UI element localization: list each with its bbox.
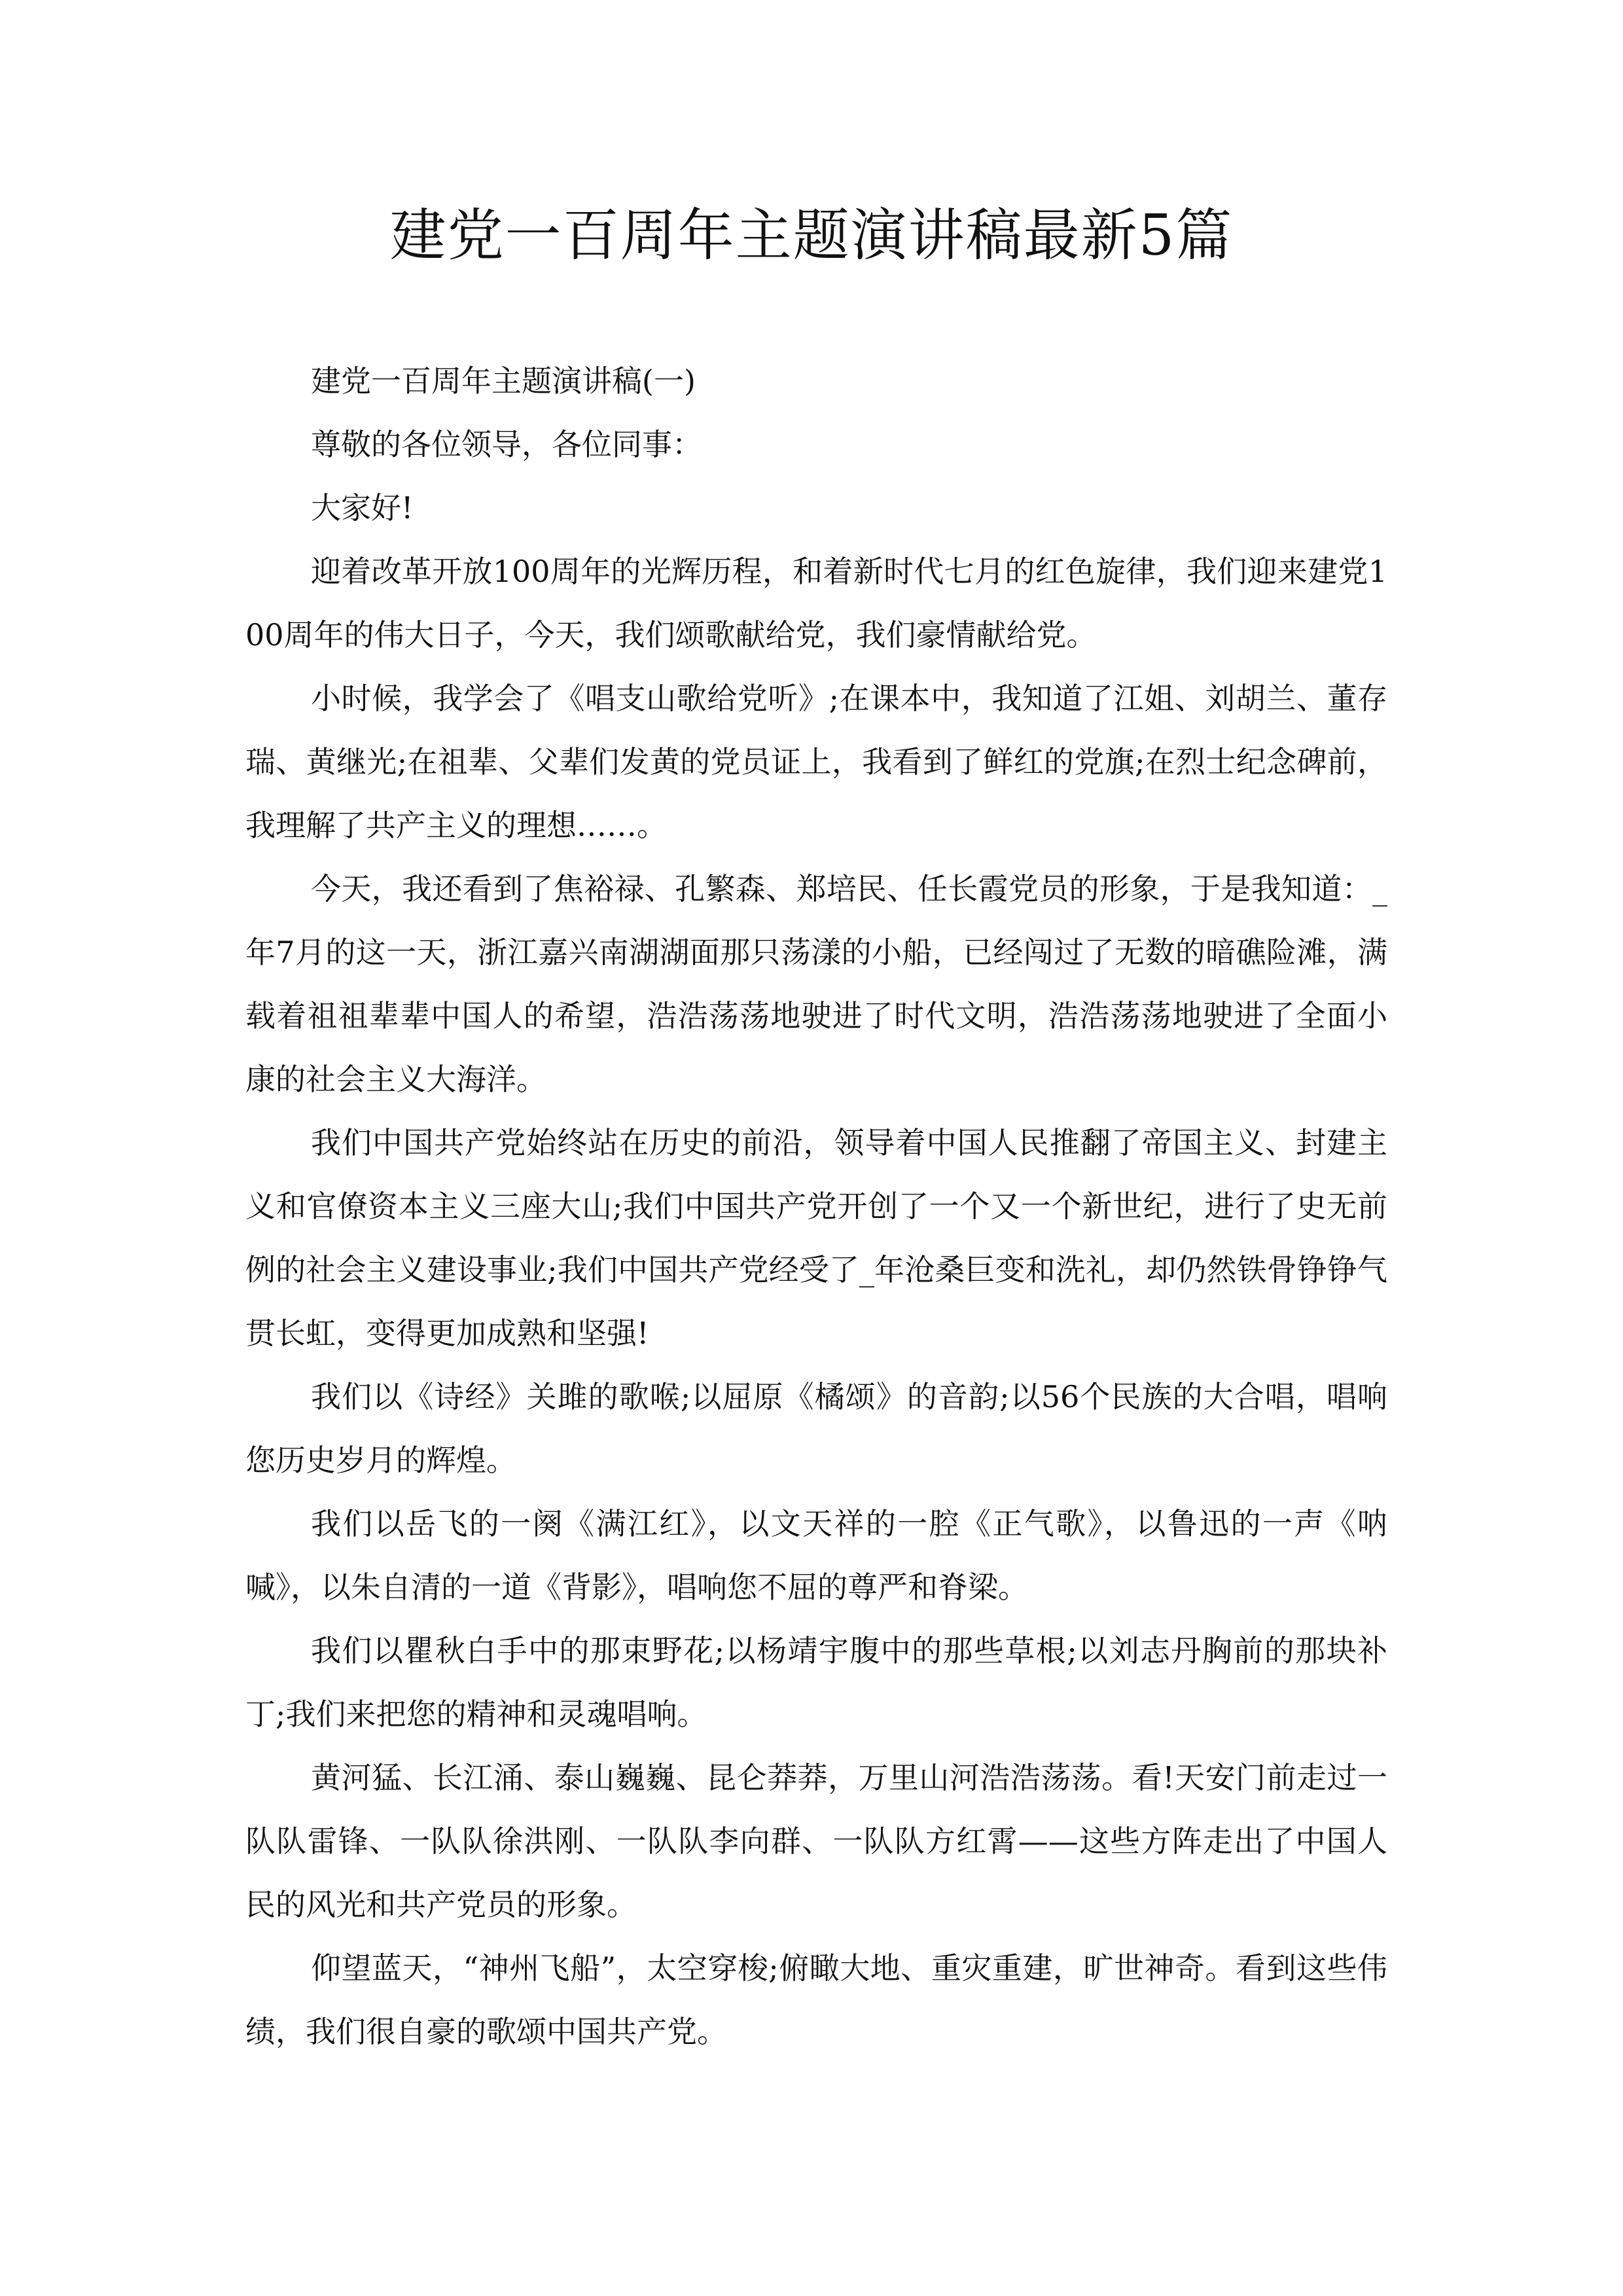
paragraph: 黄河猛、长江涌、泰山巍巍、昆仑莽莽，万里山河浩浩荡荡。看!天安门前走过一队队雷锋、一队队徐洪刚、一队队李向群、一队队方红霄——这些方阵走出了中国人民的风光和共产党员的形象。 <box>245 1760 1387 1922</box>
section-heading: 建党一百周年主题演讲稿(一) <box>311 363 696 399</box>
paragraph: 小时候，我学会了《唱支山歌给党听》;在课本中，我知道了江姐、刘胡兰、董存瑞、黄继光;在祖辈、父辈们发黄的党员证上，我看到了鲜红的党旗;在烈士纪念碑前，我理解了共产主义的理想……。 <box>245 681 1387 843</box>
paragraph: 仰望蓝天，“神州飞船”，太空穿梭;俯瞰大地、重灾重建，旷世神奇。看到这些伟绩，我们很自豪的歌颂中国共产党。 <box>245 1950 1387 2049</box>
paragraph: 我们以瞿秋白手中的那束野花;以杨靖宇腹中的那些草根;以刘志丹胸前的那块补丁;我们来把您的精神和灵魂唱响。 <box>245 1633 1387 1732</box>
document-body <box>245 350 1387 2064</box>
paragraph: 今天，我还看到了焦裕禄、孔繁森、郑培民、任长霞党员的形象，于是我知道：_年7月的这一天，浙江嘉兴南湖湖面那只荡漾的小船，已经闯过了无数的暗礁险滩，满载着祖祖辈辈中国人的希望，浩浩荡荡地驶进了时代文明，浩浩荡荡地驶进了全面小康的社会主义大海洋。 <box>245 871 1387 1097</box>
greeting: 大家好! <box>311 490 414 526</box>
paragraph: 我们中国共产党始终站在历史的前沿，领导着中国人民推翻了帝国主义、封建主义和官僚资本主义三座大山;我们中国共产党开创了一个又一个新世纪，进行了史无前例的社会主义建设事业;我们中国共产党经受了_年沧桑巨变和洗礼，却仍然铁骨铮铮气贯长虹，变得更加成熟和坚强! <box>245 1125 1387 1351</box>
paragraph: 我们以《诗经》关雎的歌喉;以屈原《橘颂》的音韵;以56个民族的大合唱，唱响您历史岁月的辉煌。 <box>245 1379 1387 1478</box>
paragraph: 我们以岳飞的一阕《满江红》，以文天祥的一腔《正气歌》，以鲁迅的一声《呐喊》，以朱自清的一道《背影》，唱响您不屈的尊严和脊梁。 <box>245 1506 1387 1605</box>
paragraph: 迎着改革开放100周年的光辉历程，和着新时代七月的红色旋律，我们迎来建党100周年的伟大日子，今天，我们颂歌献给党，我们豪情献给党。 <box>245 554 1387 653</box>
document-title: 建党一百周年主题演讲稿最新5篇 <box>389 203 1234 268</box>
salutation: 尊敬的各位领导，各位同事： <box>311 427 702 462</box>
